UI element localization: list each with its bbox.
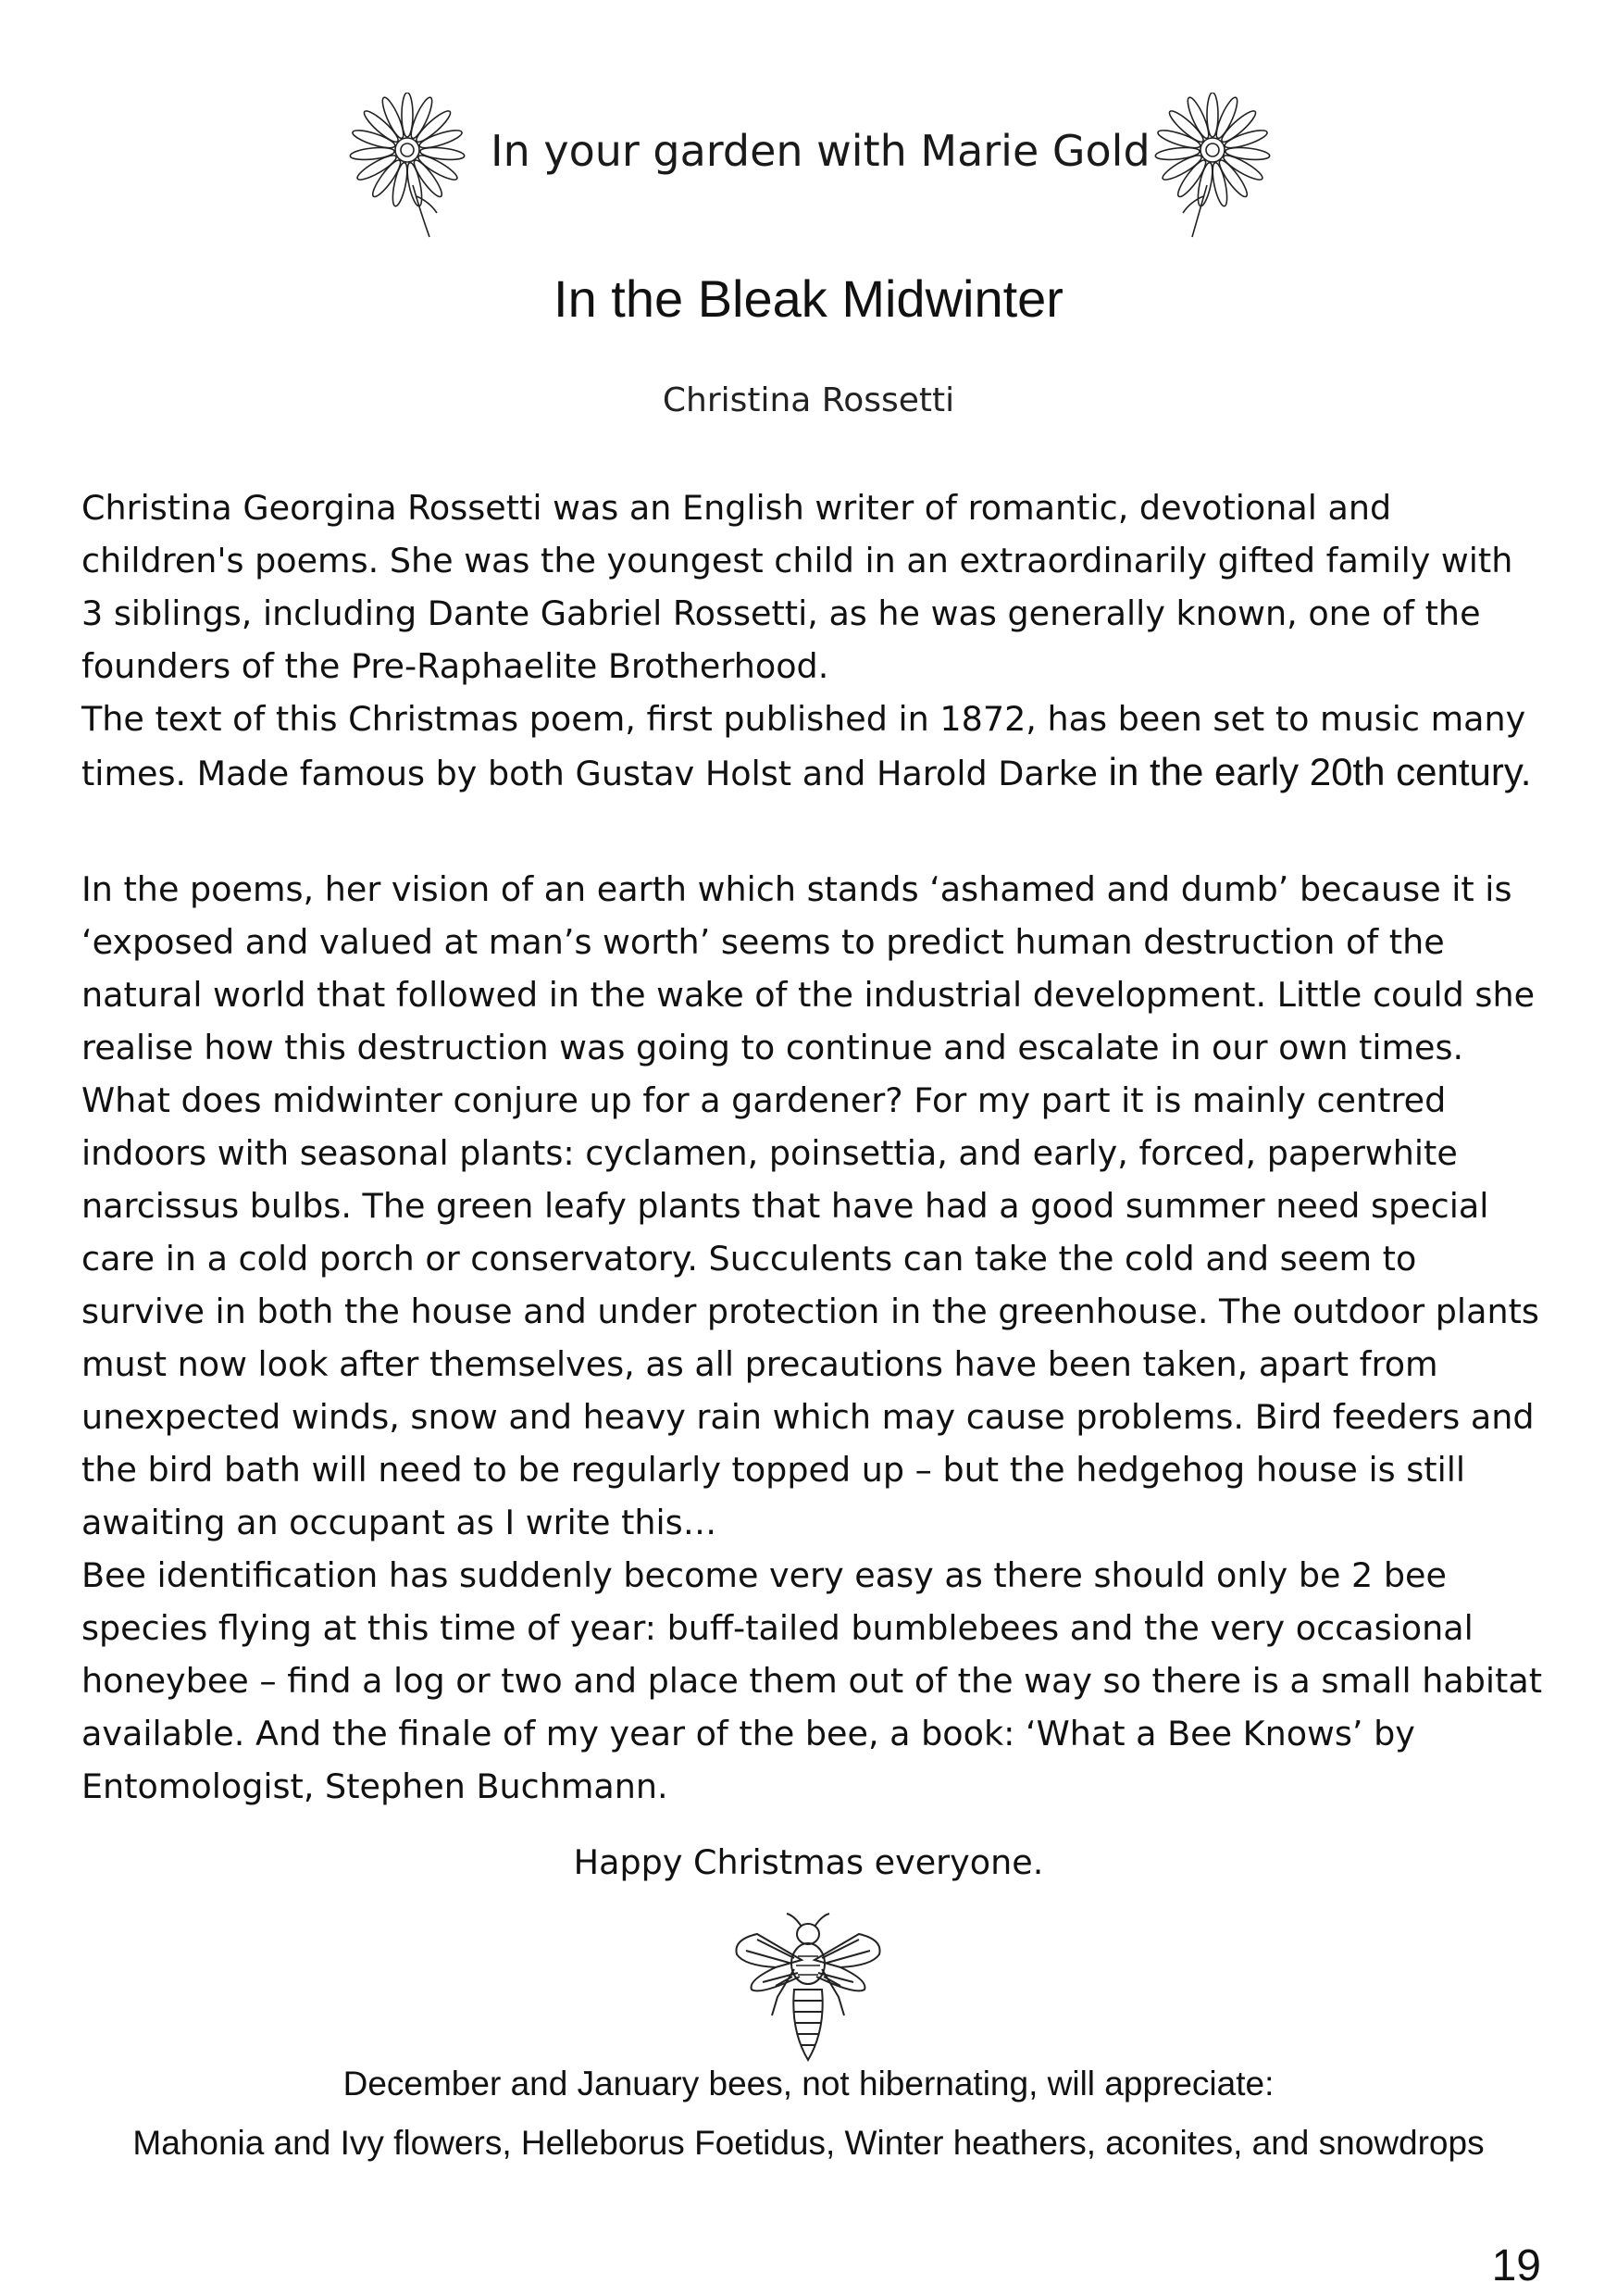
- page-number: 19: [1491, 2241, 1541, 2290]
- bee-icon: [720, 1912, 896, 2065]
- paragraph-poem-note: [81, 693, 1544, 800]
- paragraph-vision: In the poems, her vision of an earth which stands ‘ashamed and dumb’ because it is ‘exposed and valued at man’s worth’ seems to predict human destruction of the natural world that followed in the wake of the industrial development. Little could she realise how this destruction was going to continue and escalate in our own times.: [81, 869, 1536, 1067]
- article-title: In the Bleak Midwinter: [554, 269, 1063, 328]
- article-body-part-1: [81, 481, 1544, 800]
- poem-note-text: The text of this Christmas poem, first published in 1872, has been set to music many times. Made famous by both Gustav Holst and Harold Darke: [81, 699, 1526, 793]
- paragraph-bees: Bee identification has suddenly become very easy as there should only be 2 bee species flying at this time of year: buff-tailed bumblebees and the very occasional honeybee – find a log or two and place them out of the way so there is a small habitat available. And the finale of my year of the bee, a book: ‘What a Bee Knows’ by Entomologist, Stephen Buchmann.: [81, 1555, 1543, 1806]
- article-author: Christina Rossetti: [662, 381, 955, 419]
- paragraph-intro: Christina Georgina Rossetti was an English writer of romantic, devotional and children's poems. She was the youngest child in an extraordinarily gifted family with 3 siblings, including Dante Gabriel Rossetti, as he was generally known, one of the founders of the Pre-Raphaelite Brotherhood.: [81, 488, 1513, 686]
- footer-plant-list: Mahonia and Ivy flowers, Helleborus Foetidus, Winter heathers, aconites, and snowdrops: [132, 2124, 1485, 2162]
- closing-greeting: Happy Christmas everyone.: [573, 1842, 1044, 1882]
- column-header: [333, 93, 1287, 241]
- flower-icon: [1138, 93, 1287, 241]
- poem-note-tail: in the early 20th century.: [1108, 750, 1532, 793]
- paragraph-midwinter: What does midwinter conjure up for a gardener? For my part it is mainly centred indoors with seasonal plants: cyclamen, poinsettia, and early, forced, paperwhite narcissus bulbs. The green leafy plants that have had a good summer need special care in a cold porch or conservatory. Succulents can take the cold and seem to survive in both the house and under protection in the greenhouse. The outdoor plants must now look after themselves, as all precautions have been taken, apart from unexpected winds, snow and heavy rain which may cause problems. Bird feeders and the bird bath will need to be regularly topped up – but the hedgehog house is still awaiting an occupant as I write this…: [81, 1080, 1539, 1542]
- flower-icon: [333, 93, 481, 241]
- column-title: In your garden with Marie Gold: [491, 126, 1151, 176]
- footer-bee-intro: December and January bees, not hibernating, will appreciate:: [342, 2065, 1275, 2103]
- article-body-part-2: [81, 863, 1544, 1813]
